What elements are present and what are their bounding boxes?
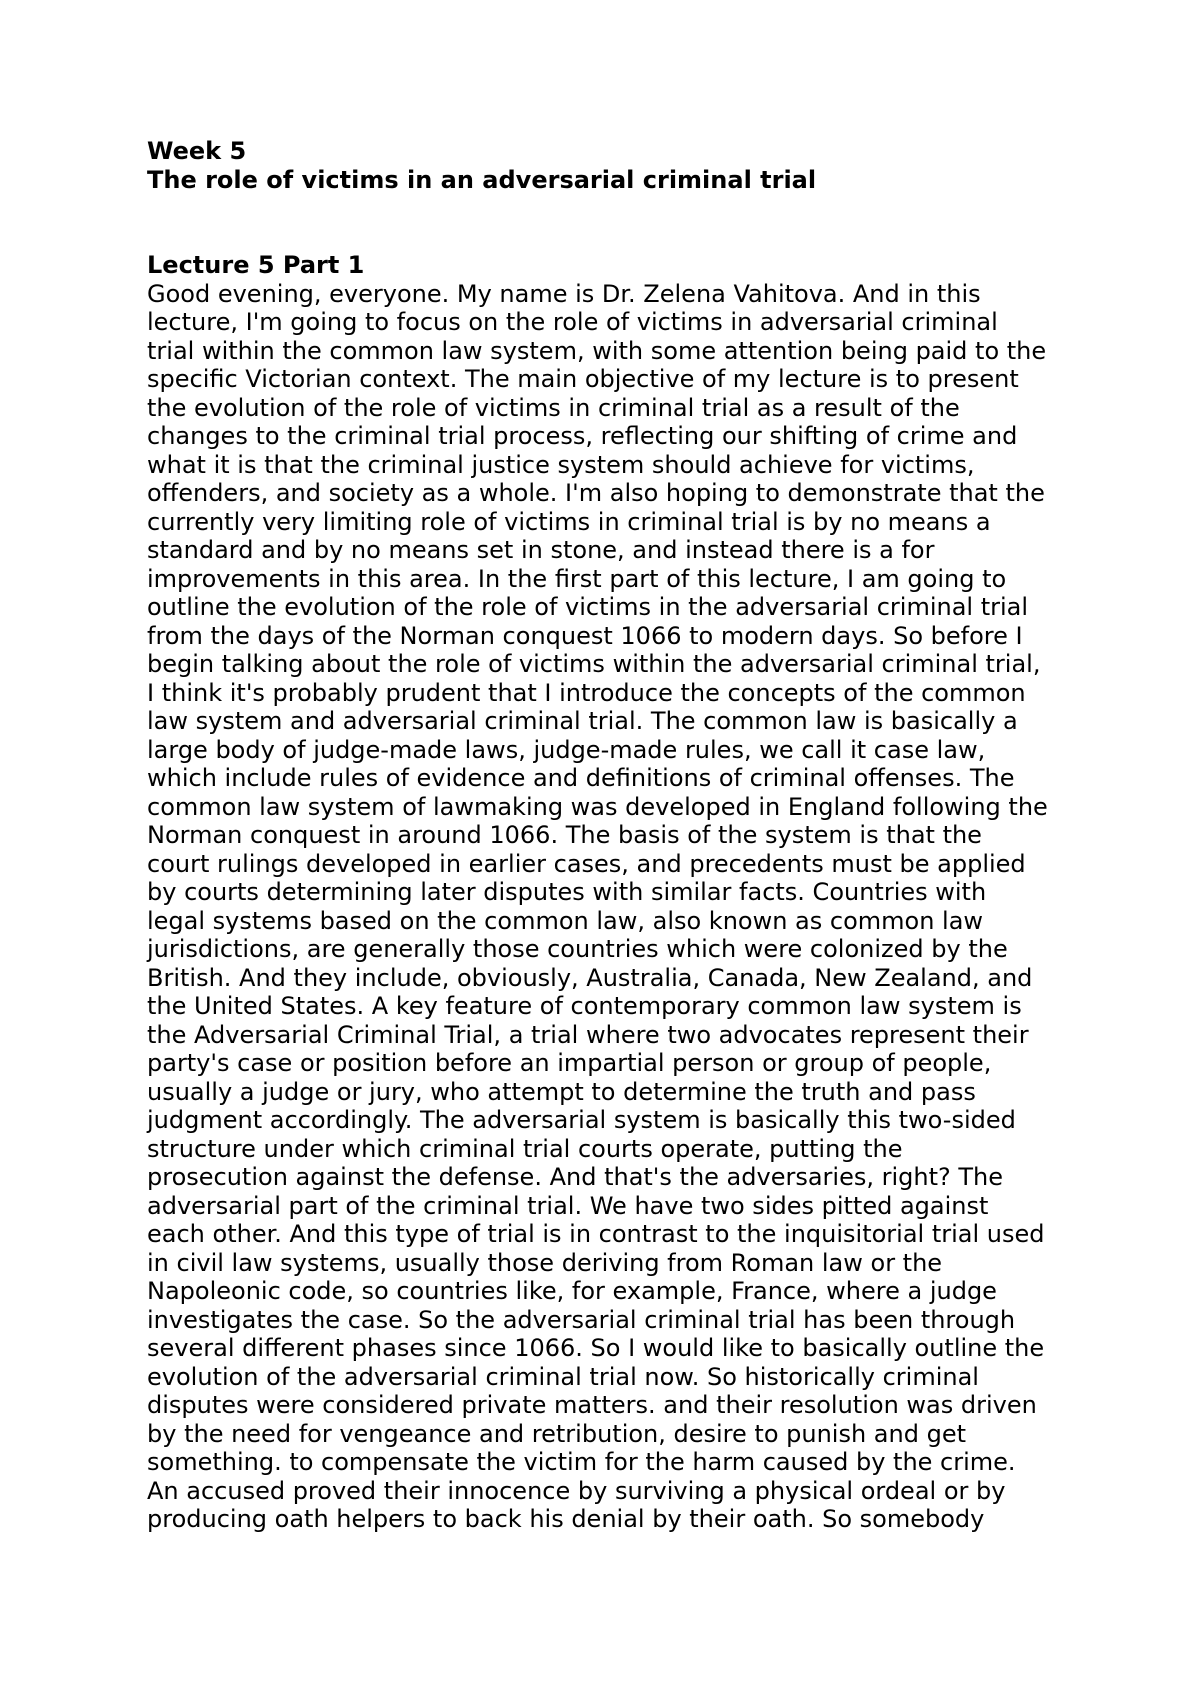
body-line: Norman conquest in around 1066. The basis of the system is that the — [147, 821, 982, 849]
body-line: An accused proved their innocence by surviving a physical ordeal or by — [147, 1476, 1006, 1505]
body-line: changes to the criminal trial process, reflecting our shifting of crime and — [147, 422, 1018, 450]
document-content — [147, 137, 1087, 1534]
body-line: several different phases since 1066. So I would like to basically outline the — [147, 1334, 1045, 1362]
section-title: Lecture 5 Part 1 — [147, 251, 365, 279]
body-line: Napoleonic code, so countries like, for example, France, where a judge — [147, 1277, 997, 1305]
title-spacer — [147, 194, 1087, 251]
body-line: common law system of lawmaking was developed in England following the — [147, 792, 1048, 821]
body-line: by the need for vengeance and retribution, desire to punish and get — [147, 1419, 966, 1448]
body-line: judgment accordingly. The adversarial system is basically this two-sided — [147, 1106, 1016, 1134]
body-line: begin talking about the role of victims within the adversarial criminal trial, — [147, 650, 1041, 678]
body-line: disputes were considered private matters. and their resolution was driven — [147, 1391, 1037, 1419]
body-line: party's case or position before an impartial person or group of people, — [147, 1049, 992, 1077]
body-line: large body of judge-made laws, judge-made rules, we call it case law, — [147, 735, 986, 764]
body-line: standard and by no means set in stone, and instead there is a for — [147, 536, 935, 564]
body-text — [147, 280, 1087, 1534]
body-line: investigates the case. So the adversarial criminal trial has been through — [147, 1305, 1016, 1334]
body-line: prosecution against the defense. And that's the adversaries, right? The — [147, 1163, 1003, 1191]
week-title: Week 5 — [147, 137, 247, 165]
body-line: evolution of the adversarial criminal trial now. So historically criminal — [147, 1362, 979, 1391]
body-line: in civil law systems, usually those deriving from Roman law or the — [147, 1248, 943, 1277]
body-line: legal systems based on the common law, also known as common law — [147, 906, 984, 935]
body-line: by courts determining later disputes with similar facts. Countries with — [147, 878, 987, 906]
body-line: the evolution of the role of victims in criminal trial as a result of the — [147, 393, 960, 422]
body-line: jurisdictions, are generally those countries which were colonized by the — [147, 935, 1008, 963]
body-line: outline the evolution of the role of victims in the adversarial criminal trial — [147, 593, 1029, 621]
main-title: The role of victims in an adversarial criminal trial — [147, 165, 817, 194]
body-line: producing oath helpers to back his denial by their oath. So somebody — [147, 1505, 985, 1533]
body-line: usually a judge or jury, who attempt to determine the truth and pass — [147, 1077, 976, 1106]
body-line: the Adversarial Criminal Trial, a trial where two advocates represent their — [147, 1020, 1029, 1049]
body-line: trial within the common law system, with some attention being paid to the — [147, 336, 1047, 365]
body-line: the United States. A key feature of contemporary common law system is — [147, 992, 1022, 1020]
body-line: Good evening, everyone. My name is Dr. Zelena Vahitova. And in this — [147, 279, 981, 308]
body-line: each other. And this type of trial is in contrast to the inquisitorial trial used — [147, 1220, 1045, 1248]
body-line: from the days of the Norman conquest 1066 to modern days. So before I — [147, 621, 1023, 650]
body-line: adversarial part of the criminal trial. We have two sides pitted against — [147, 1191, 989, 1220]
body-line: structure under which criminal trial courts operate, putting the — [147, 1134, 903, 1163]
body-line: something. to compensate the victim for the harm caused by the crime. — [147, 1448, 1016, 1476]
body-line: what it is that the criminal justice system should achieve for victims, — [147, 450, 975, 479]
body-line: which include rules of evidence and definitions of criminal offenses. The — [147, 764, 1015, 792]
body-line: lecture, I'm going to focus on the role of victims in adversarial criminal — [147, 308, 998, 336]
body-line: currently very limiting role of victims in criminal trial is by no means a — [147, 507, 991, 536]
body-line: offenders, and society as a whole. I'm also hoping to demonstrate that the — [147, 479, 1045, 507]
body-line: court rulings developed in earlier cases, and precedents must be applied — [147, 849, 1026, 878]
body-line: specific Victorian context. The main objective of my lecture is to present — [147, 365, 1019, 393]
body-line: law system and adversarial criminal trial. The common law is basically a — [147, 707, 1018, 735]
body-line: I think it's probably prudent that I introduce the concepts of the common — [147, 678, 1026, 707]
body-line: improvements in this area. In the first part of this lecture, I am going to — [147, 564, 1007, 593]
body-line: British. And they include, obviously, Australia, Canada, New Zealand, and — [147, 963, 1033, 992]
